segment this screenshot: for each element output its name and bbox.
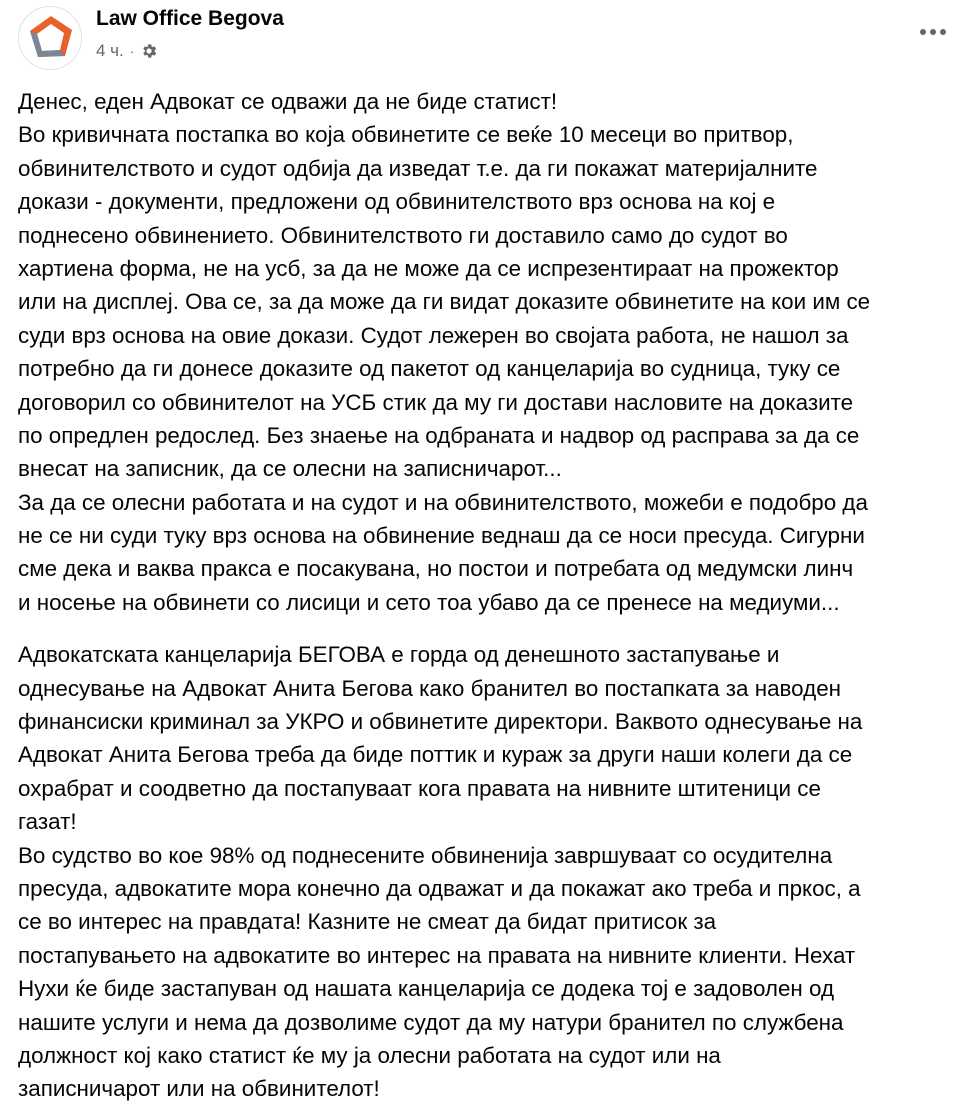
text-line: сме дека и ваква пракса е посакувана, но постои и потребата од медумски линч	[18, 556, 854, 582]
text-line: финансиски криминал за УКРО и обвинетите директори. Ваквото однесување на	[18, 709, 863, 735]
text-line: по опредлен редослед. Без знаење на одбраната и надвор од расправа за да се	[18, 422, 860, 448]
text-line: газат!	[18, 809, 77, 835]
text-line: должност кој како статист ќе му ја олесни работата на судот или на	[18, 1042, 721, 1068]
post-header	[18, 6, 957, 70]
post-meta	[96, 41, 158, 61]
text-line: охрабрат и соодветно да постапуваат кога правата на нивните штитеници се	[18, 775, 821, 801]
meta-separator: ·	[129, 43, 135, 59]
text-line: или на дисплеј. Ова се, за да може да ги видат доказите обвинетите на кои им се	[18, 289, 871, 315]
avatar[interactable]	[18, 6, 82, 70]
text-line: потребно да ги донесе доказите од пакетот од канцеларија во судница, туку се	[18, 356, 841, 382]
text-line: Адвокат Анита Бегова треба да биде поттик и кураж за други наши колеги да се	[18, 742, 853, 768]
text-line: докази - документи, предложени од обвинителството врз основа на кој е	[18, 189, 776, 215]
post-body	[18, 85, 963, 1106]
text-line: Во судство во кое 98% од поднесените обвиненија завршуваат со осудителна	[18, 842, 833, 868]
text-line: поднесено обвинението. Обвинителството ги доставило само до судот во	[18, 222, 788, 248]
text-line: записничарот или на обвинителот!	[18, 1076, 380, 1102]
text-line: Во кривичната постапка во која обвинетите се веќе 10 месеци во притвор,	[18, 122, 794, 148]
paragraph-gap	[18, 619, 963, 638]
text-line: постапувањето на адвокатите во интерес на правата на нивните клиенти. Нехат	[18, 942, 856, 968]
text-line: пресуда, адвокатите мора конечно да одважат и да покажат ако треба и пркос, а	[18, 875, 861, 901]
text-line: однесување на Адвокат Анита Бегова како бранител во постапката за наводен	[18, 675, 842, 701]
text-line: За да се олесни работата и на судот и на обвинителството, можеби е подобро да	[18, 489, 868, 515]
text-line: обвинителството и судот одбија да изведат т.е. да ги покажат материјалните	[18, 155, 818, 181]
paragraph-1	[18, 85, 963, 619]
text-line: Денес, еден Адвокат се одважи да не биде статист!	[18, 89, 558, 114]
more-options-button[interactable]	[913, 12, 953, 52]
post-time[interactable]: 4 ч.	[96, 41, 124, 60]
text-line: Адвокатската канцеларија БЕГОВА е горда од денешното застапување и	[18, 642, 780, 668]
text-line: хартиена форма, не на усб, за да не може да се испрезентираат на прожектор	[18, 255, 839, 281]
text-line: нашите услуги и нема да дозволиме судот да му натури бранител по службена	[18, 1009, 844, 1035]
text-line: и носење на обвинети со лисици и сето тоа убаво да се пренесе на медиуми...	[18, 589, 840, 615]
law-office-logo-icon	[19, 7, 82, 70]
paragraph-2	[18, 638, 963, 1105]
text-line: Нухи ќе биде застапуван од нашата канцеларија се додека тој е задоволен од	[18, 976, 835, 1002]
more-horizontal-icon	[919, 28, 947, 36]
text-line: не се ни суди туку врз основа на обвинение веднаш да се носи пресуда. Сигурни	[18, 523, 865, 549]
page-name[interactable]: Law Office Begova	[96, 7, 284, 30]
text-line: суди врз основа на овие докази. Судот лежерен во својата работа, не нашол за	[18, 322, 849, 348]
text-line: внесат на записник, да се олесни на записничарот...	[18, 456, 562, 482]
text-line: се во интерес на правдата! Казните не смеат да бидат притисок за	[18, 909, 717, 935]
gear-icon[interactable]	[140, 42, 158, 60]
text-line: договорил со обвинителот на УСБ стик да му ги достави насловите на доказите	[18, 389, 854, 415]
